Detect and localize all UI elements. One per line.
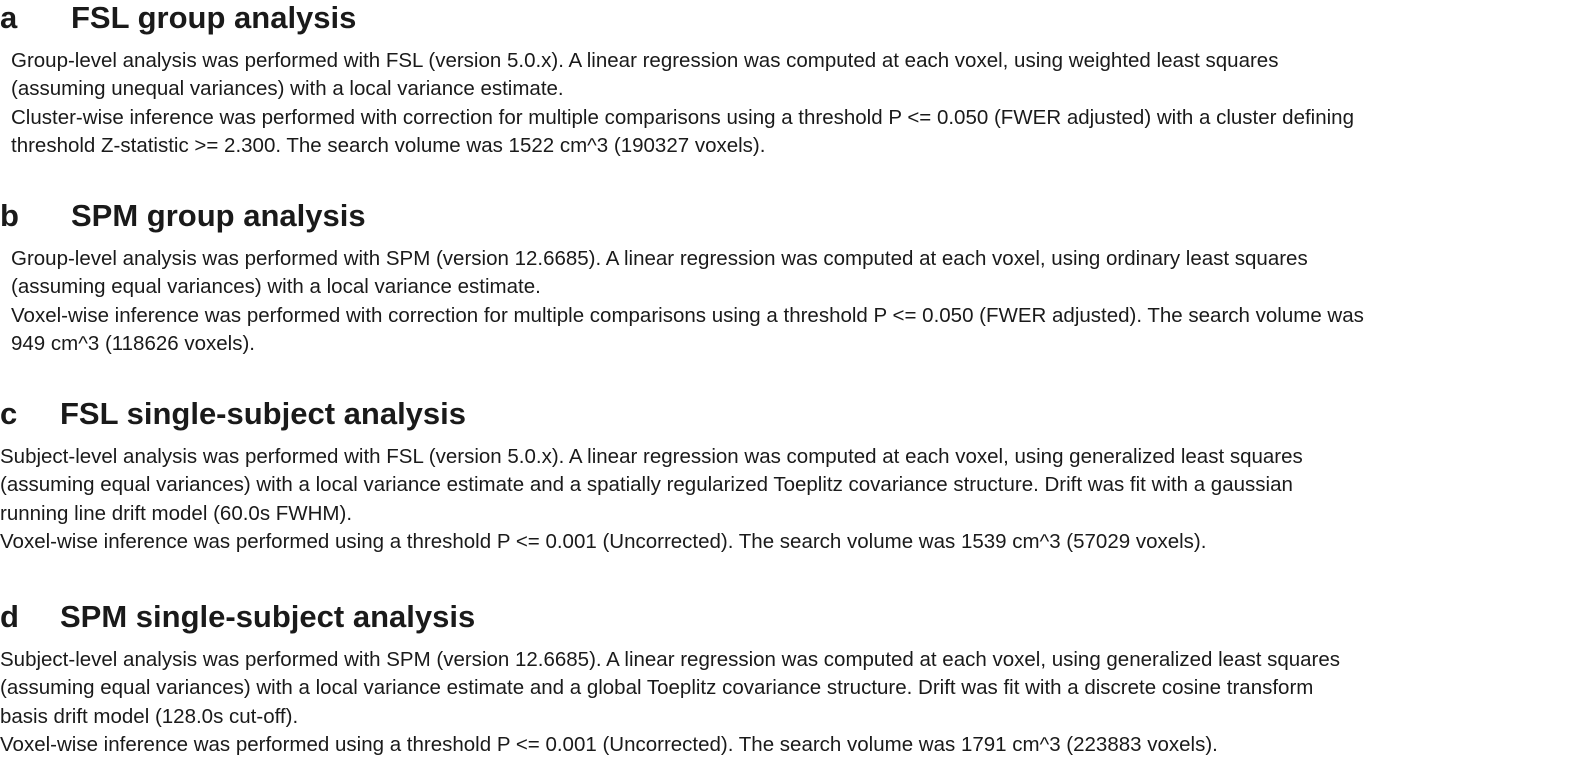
section-title: SPM group analysis (71, 198, 366, 233)
panel-letter: d (0, 599, 19, 634)
section-body (0, 646, 1570, 759)
section-title: SPM single-subject analysis (60, 599, 476, 634)
paragraph: Cluster-wise inference was performed with correction for multiple comparisons using a threshold P <= 0.050 (FWER adjusted) with a cluster defining threshold Z-statistic >= 2.300. The search volume was 1522 cm^3 (190327 voxels). (11, 105, 1354, 157)
section-body (11, 245, 1571, 358)
section-body (0, 443, 1570, 556)
paragraph: Voxel-wise inference was performed using a threshold P <= 0.001 (Uncorrected). The search volume was 1539 cm^3 (57029 voxels). (0, 529, 1207, 553)
paragraph: Subject-level analysis was performed with SPM (version 12.6685). A linear regression was computed at each voxel, using generalized least squares (assuming equal variances) with a local variance estimate and a global Toeplitz covariance structure. Drift was fit with a discrete cosine transform basis drift model (128.0s cut-off). (0, 648, 1341, 728)
panel-letter: a (0, 0, 18, 35)
section-heading (0, 198, 1575, 238)
paragraph: Voxel-wise inference was performed with correction for multiple comparisons using a threshold P <= 0.050 (FWER adjusted). The search volume was 949 cm^3 (118626 voxels). (11, 303, 1364, 355)
panel-letter: b (0, 198, 19, 233)
paragraph: Subject-level analysis was performed with FSL (version 5.0.x). A linear regression was computed at each voxel, using generalized least squares (assuming equal variances) with a local variance estimate and a spatially regularized Toeplitz covariance structure. Drift was fit with a gaussian running line drift model (60.0s FWHM). (0, 445, 1303, 525)
section-title: FSL group analysis (71, 0, 357, 35)
panel-letter: c (0, 396, 18, 431)
section-heading (0, 396, 1575, 436)
section-title: FSL single-subject analysis (60, 396, 467, 431)
paragraph: Group-level analysis was performed with SPM (version 12.6685). A linear regression was computed at each voxel, using ordinary least squares (assuming equal variances) with a local variance estimate. (11, 247, 1308, 299)
paragraph: Group-level analysis was performed with FSL (version 5.0.x). A linear regression was computed at each voxel, using weighted least squares (assuming unequal variances) with a local variance estimate. (11, 49, 1279, 101)
section-heading (0, 0, 1575, 40)
paragraph: Voxel-wise inference was performed using a threshold P <= 0.001 (Uncorrected). The search volume was 1791 cm^3 (223883 voxels). (0, 732, 1218, 756)
section-heading (0, 599, 1575, 639)
section-body (11, 47, 1571, 160)
